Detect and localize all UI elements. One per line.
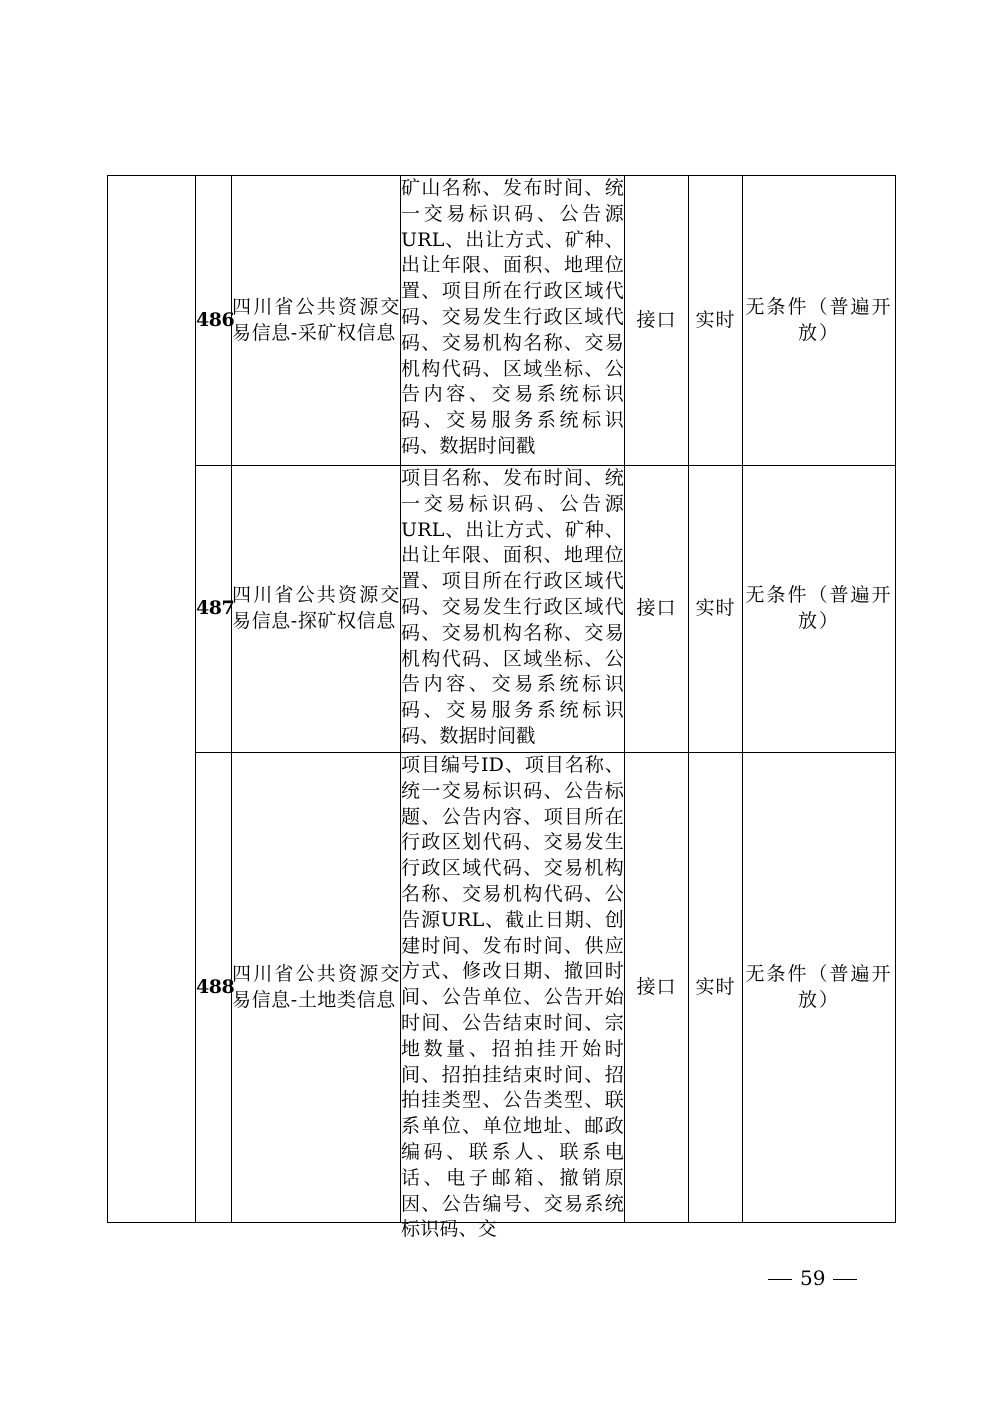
share-mode: 接口 [625,753,689,1223]
resource-name: 四川省公共资源交易信息-探矿权信息 [232,466,401,753]
data-items: 项目名称、发布时间、统一交易标识码、公告源URL、出让方式、矿种、出让年限、面积、地理位置、项目所在行政区域代码、交易发生行政区域代码、交易机构名称、交易机构代码、区域坐标、公告内容、交易系统标识码、交易服务系统标识码、数据时间戳 [401,467,624,747]
table-row [108,176,896,466]
share-mode: 接口 [625,176,689,466]
table-row [108,466,896,753]
table-row [108,753,896,1223]
data-catalog-table [107,175,896,1241]
row-number: 486 [196,176,232,466]
resource-name: 四川省公共资源交易信息-土地类信息 [232,753,401,1223]
left-dash [768,1279,792,1280]
row-number: 487 [196,466,232,753]
category-cell [108,176,196,1223]
open-condition: 无条件（普遍开放） [743,176,896,466]
row-number: 488 [196,753,232,1223]
share-mode: 接口 [625,466,689,753]
data-items: 项目编号ID、项目名称、统一交易标识码、公告标题、公告内容、项目所在行政区划代码、交易发生行政区域代码、交易机构名称、交易机构代码、公告源URL、截止日期、创建时间、发布时间、供应方式、修改日期、撤回时间、公告单位、公告开始时间、公告结束时间、宗地数量、招拍挂开始时间、招拍挂结束时间、招拍挂类型、公告类型、联系单位、单位地址、邮政编码、联系人、联系电话、电子邮箱、撤销原因、公告编号、交易系统标识码、交 [401,754,624,1241]
update-frequency: 实时 [689,753,743,1223]
update-frequency: 实时 [689,466,743,753]
data-items-cell [401,466,625,753]
page-number [760,1263,864,1293]
data-items-cell [401,176,625,466]
data-items: 矿山名称、发布时间、统一交易标识码、公告源URL、出让方式、矿种、出让年限、面积、地理位置、项目所在行政区域代码、交易发生行政区域代码、交易机构名称、交易机构代码、区域坐标、公告内容、交易系统标识码、交易服务系统标识码、数据时间戳 [401,177,624,457]
resource-name: 四川省公共资源交易信息-采矿权信息 [232,176,401,466]
right-dash [833,1279,857,1280]
open-condition: 无条件（普遍开放） [743,753,896,1223]
data-items-cell [401,753,625,1241]
page-number-text: 59 [800,1266,826,1290]
open-condition: 无条件（普遍开放） [743,466,896,753]
update-frequency: 实时 [689,176,743,466]
